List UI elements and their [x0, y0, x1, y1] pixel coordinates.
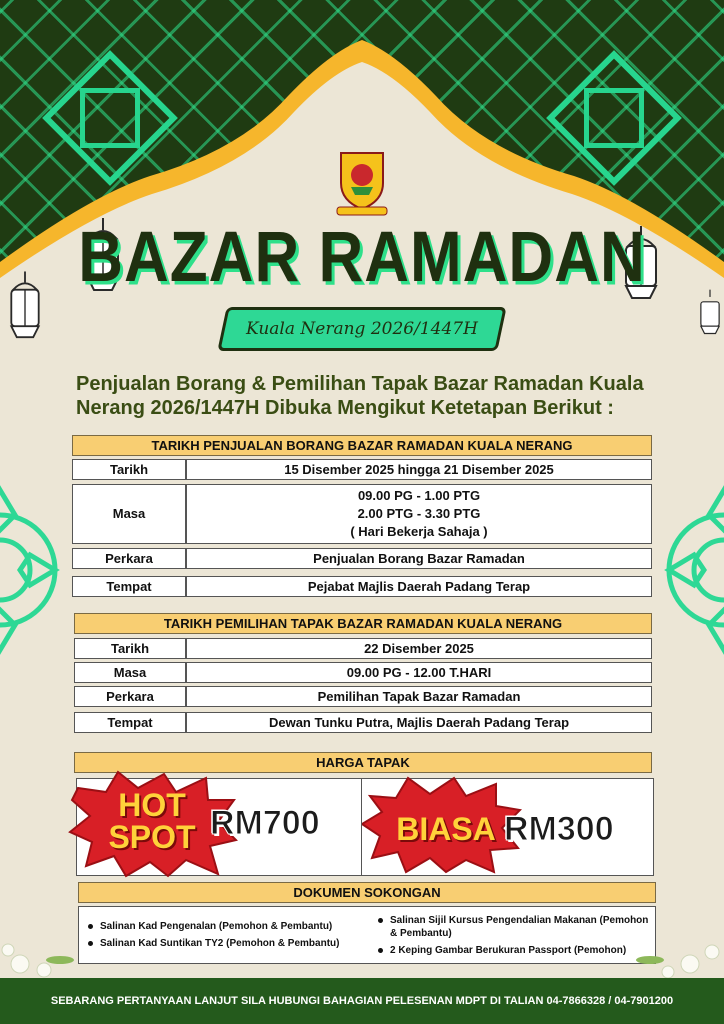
price-section-header: HARGA TAPAK	[74, 752, 652, 773]
selection-label-perkara: Perkara	[74, 686, 186, 707]
mandala-flower-left-icon	[0, 470, 70, 670]
value-line: Pejabat Majlis Daerah Padang Terap	[307, 578, 531, 594]
hotspot-label-line2: SPOT	[108, 819, 196, 855]
list-item: Salinan Kad Suntikan TY2 (Pemohon & Pembantu)	[88, 937, 378, 950]
sale-value-tarikh	[186, 459, 652, 480]
value-line: 09.00 PG - 12.00 T.HARI	[346, 664, 492, 680]
sale-value-masa	[186, 484, 652, 544]
selection-section-header: TARIKH PEMILIHAN TAPAK BAZAR RAMADAN KUALA NERANG	[74, 613, 652, 634]
jasmine-flowers-decoration	[0, 930, 724, 980]
selection-value-perkara	[186, 686, 652, 707]
mandala-flower-right-icon	[654, 470, 724, 670]
sale-label-tarikh: Tarikh	[72, 459, 186, 480]
sale-value-perkara	[186, 548, 652, 569]
selection-value-tarikh	[186, 638, 652, 659]
hotspot-price: RM700	[210, 804, 320, 842]
documents-section-header: DOKUMEN SOKONGAN	[78, 882, 656, 903]
list-item: Salinan Sijil Kursus Pengendalian Makanan (Pemohon & Pembantu)	[378, 914, 654, 940]
subtitle-badge	[217, 307, 506, 351]
sale-label-tempat: Tempat	[72, 576, 186, 597]
value-line: Pemilihan Tapak Bazar Ramadan	[317, 688, 521, 704]
selection-label-tempat: Tempat	[74, 712, 186, 733]
list-item: 2 Keping Gambar Berukuran Passport (Pemohon)	[378, 944, 654, 957]
intro-text: Penjualan Borang & Pemilihan Tapak Bazar Ramadan Kuala Nerang 2026/1447H Dibuka Mengikut Ketetapan Berikut :	[76, 373, 644, 419]
value-line: 09.00 PG - 1.00 PTG	[357, 488, 481, 503]
selection-label-tarikh: Tarikh	[74, 638, 186, 659]
value-line: Penjualan Borang Bazar Ramadan	[313, 550, 525, 566]
sale-label-masa: Masa	[72, 484, 186, 544]
sale-value-tempat	[186, 576, 652, 597]
value-line: 2.00 PTG - 3.30 PTG	[357, 506, 481, 521]
council-crest-icon	[333, 147, 391, 217]
subtitle-text: Kuala Nerang 2026/1447H	[246, 319, 478, 339]
regular-price: RM300	[504, 810, 614, 848]
sale-section-header: TARIKH PENJUALAN BORANG BAZAR RAMADAN KUALA NERANG	[72, 435, 652, 456]
sale-label-perkara: Perkara	[72, 548, 186, 569]
page-title: BAZAR RAMADAN	[78, 217, 646, 298]
value-line: Dewan Tunku Putra, Majlis Daerah Padang Terap	[268, 714, 570, 730]
value-line: ( Hari Bekerja Sahaja )	[350, 524, 488, 539]
footer-contact: SEBARANG PERTANYAAN LANJUT SILA HUBUNGI BAHAGIAN PELESENAN MDPT DI TALIAN 04-7866328 / 04-7901200	[0, 978, 724, 1024]
value-line: 15 Disember 2025 hingga 21 Disember 2025	[284, 461, 554, 477]
list-item: Salinan Kad Pengenalan (Pemohon & Pembantu)	[88, 920, 378, 933]
selection-label-masa: Masa	[74, 662, 186, 683]
selection-value-masa	[186, 662, 652, 683]
value-line: 22 Disember 2025	[364, 640, 474, 656]
hotspot-label-line1: HOT	[118, 787, 186, 823]
selection-value-tempat	[186, 712, 652, 733]
regular-label: BIASA	[396, 811, 496, 847]
